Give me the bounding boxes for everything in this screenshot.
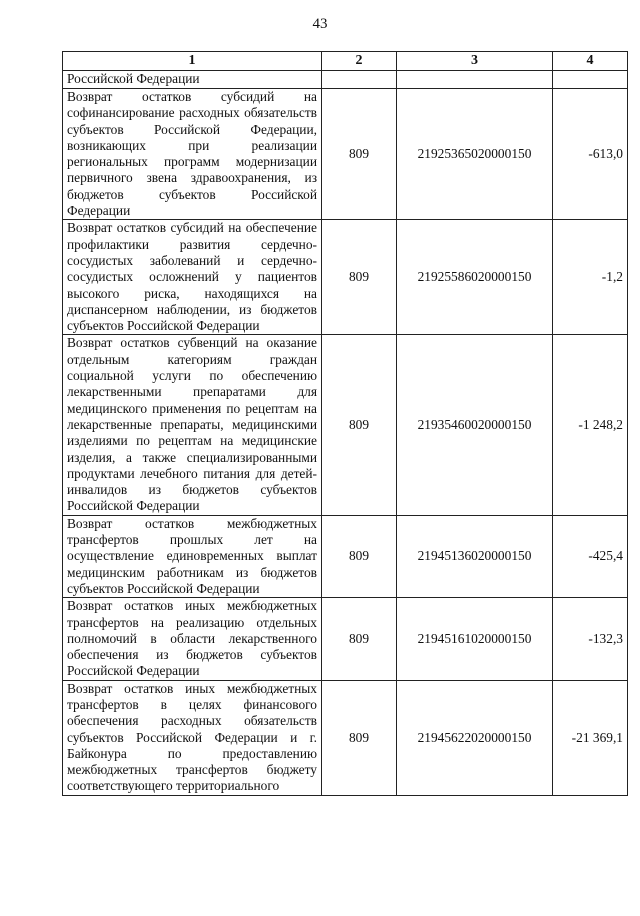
column-header-1: 1 <box>63 52 322 71</box>
page-number: 43 <box>312 16 328 32</box>
column-header-4: 4 <box>553 52 628 71</box>
table-row <box>63 89 628 220</box>
row-admin-code: 809 <box>322 598 397 680</box>
row-description: Возврат остатков субсидий на софинансирование расходных обязательств субъектов Российской Федерации, возникающих при реализации региональных программ модернизации первичного звена здравоохранения, из бюджетов субъектов Российской Федерации <box>63 89 322 220</box>
column-header-3: 3 <box>397 52 553 71</box>
empty-cell <box>553 71 628 89</box>
row-amount: -21 369,1 <box>553 680 628 795</box>
budget-table <box>62 51 628 796</box>
row-amount: -132,3 <box>553 598 628 680</box>
table-row <box>63 335 628 515</box>
row-amount: -1,2 <box>553 220 628 335</box>
row-amount: -425,4 <box>553 515 628 597</box>
row-description: Возврат остатков иных межбюджетных трансфертов на реализацию отдельных полномочий в области лекарственного обеспечения из бюджетов субъектов Российской Федерации <box>63 598 322 680</box>
empty-cell <box>322 71 397 89</box>
row-kbk-code: 21935460020000150 <box>397 335 553 515</box>
table-row <box>63 598 628 680</box>
row-kbk-code: 21925586020000150 <box>397 220 553 335</box>
row-amount: -1 248,2 <box>553 335 628 515</box>
row-admin-code: 809 <box>322 220 397 335</box>
table-row-continuation <box>63 71 628 89</box>
row-admin-code: 809 <box>322 680 397 795</box>
row-admin-code: 809 <box>322 335 397 515</box>
empty-cell <box>397 71 553 89</box>
row-kbk-code: 21925365020000150 <box>397 89 553 220</box>
table-header-row <box>63 52 628 71</box>
table-row <box>63 220 628 335</box>
row-admin-code: 809 <box>322 515 397 597</box>
column-header-2: 2 <box>322 52 397 71</box>
continuation-text: Российской Федерации <box>63 71 322 89</box>
row-description: Возврат остатков субвенций на оказание отдельным категориям граждан социальной услуги по обеспечению лекарственными препаратами для медицинского применения по рецептам на лекарственные препараты, медицинскими изделиями по рецептам на медицинские изделия, а также специализированными продуктами лечебного питания для детей-инвалидов из бюджетов субъектов Российской Федерации <box>63 335 322 515</box>
row-description: Возврат остатков межбюджетных трансфертов прошлых лет на осуществление единовременных выплат медицинским работникам из бюджетов субъектов Российской Федерации <box>63 515 322 597</box>
row-admin-code: 809 <box>322 89 397 220</box>
row-kbk-code: 21945136020000150 <box>397 515 553 597</box>
row-amount: -613,0 <box>553 89 628 220</box>
row-description: Возврат остатков иных межбюджетных трансфертов в целях финансового обеспечения расходных обязательств субъектов Российской Федерации и г. Байконура по предоставлению межбюджетных трансфертов бюджету соответствующего территориального <box>63 680 322 795</box>
row-kbk-code: 21945161020000150 <box>397 598 553 680</box>
row-description: Возврат остатков субсидий на обеспечение профилактики развития сердечно-сосудистых заболеваний и сердечно-сосудистых осложнений у пациентов высокого риска, находящихся на диспансерном наблюдении, из бюджетов субъектов Российской Федерации <box>63 220 322 335</box>
row-kbk-code: 21945622020000150 <box>397 680 553 795</box>
table-row <box>63 515 628 597</box>
table-row <box>63 680 628 795</box>
